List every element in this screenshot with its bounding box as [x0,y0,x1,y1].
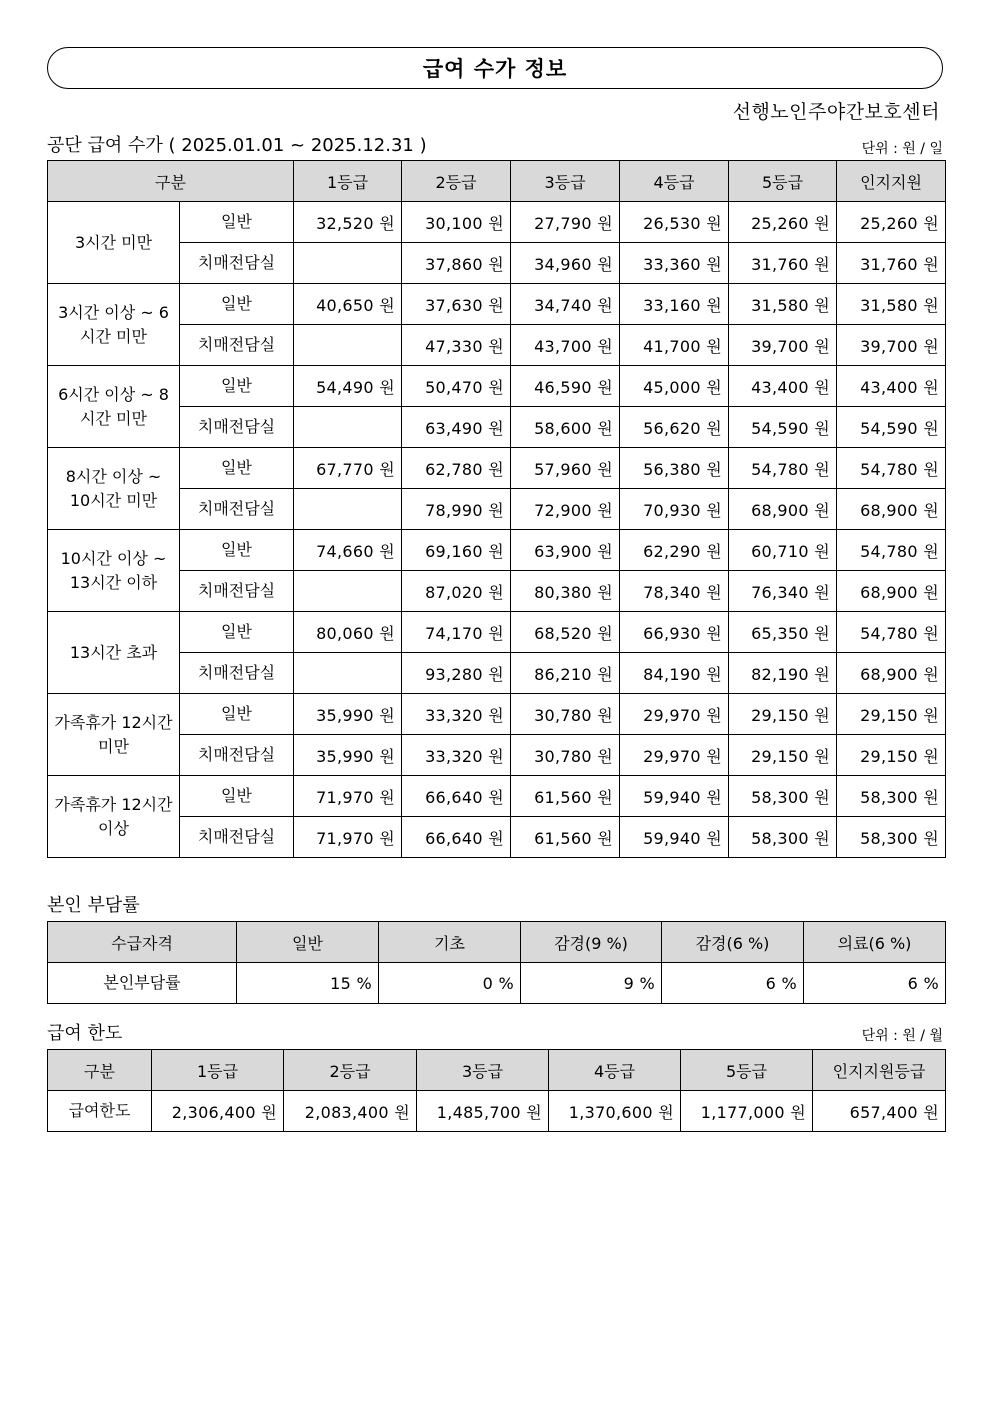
fee-cell: 58,300 원 [729,776,837,817]
fee-cell: 46,590 원 [511,366,620,407]
fee-cell: 31,580 원 [729,284,837,325]
fee-cell: 59,940 원 [620,776,729,817]
limit-value-grade3: 1,485,700 원 [417,1091,549,1132]
fee-cell: 37,860 원 [402,243,511,284]
fee-cell: 37,630 원 [402,284,511,325]
fee-cell: 26,530 원 [620,202,729,243]
fee-cell: 62,290 원 [620,530,729,571]
fee-cell: 78,340 원 [620,571,729,612]
fee-cell: 29,150 원 [729,735,837,776]
fee-row-type: 치매전담실 [180,489,294,530]
fee-row-type: 치매전담실 [180,571,294,612]
fee-cell: 39,700 원 [837,325,946,366]
copay-row-label: 본인부담률 [48,963,237,1004]
limit-section-label: 급여 한도 [47,1023,123,1044]
copay-header-general: 일반 [237,922,379,963]
fee-row [48,776,946,817]
page-title-text: 급여 수가 정보 [422,57,568,81]
fee-row-type: 치매전담실 [180,243,294,284]
fee-cell: 72,900 원 [511,489,620,530]
fee-row [48,612,946,653]
fee-cell: 34,960 원 [511,243,620,284]
fee-cell: 80,060 원 [294,612,402,653]
fee-row-type: 일반 [180,284,294,325]
fee-cell: 66,640 원 [402,776,511,817]
fee-cell: 56,620 원 [620,407,729,448]
fee-row-type: 치매전담실 [180,325,294,366]
fee-cell: 84,190 원 [620,653,729,694]
fee-header-cognitive: 인지지원 [837,161,946,202]
fee-group-label: 3시간 미만 [48,202,180,284]
fee-cell: 76,340 원 [729,571,837,612]
fee-cell: 58,300 원 [729,817,837,858]
copay-header-reduced6: 감경(6 %) [662,922,804,963]
fee-cell: 68,900 원 [729,489,837,530]
fee-cell: 35,990 원 [294,735,402,776]
fee-cell: 35,990 원 [294,694,402,735]
fee-cell: 68,520 원 [511,612,620,653]
fee-cell: 74,660 원 [294,530,402,571]
fee-cell: 80,380 원 [511,571,620,612]
fee-cell: 43,400 원 [837,366,946,407]
fee-row-type: 일반 [180,202,294,243]
fee-cell [294,653,402,694]
fee-cell: 29,150 원 [837,694,946,735]
copay-value-reduced6: 6 % [662,963,804,1004]
fee-header-row [48,161,946,202]
fee-cell: 63,490 원 [402,407,511,448]
fee-cell: 54,780 원 [837,612,946,653]
page-title [47,47,943,89]
fee-cell: 68,900 원 [837,571,946,612]
fee-cell [294,571,402,612]
limit-header-grade5: 5등급 [681,1050,813,1091]
limit-header-cognitive: 인지지원등급 [813,1050,946,1091]
fee-header-category: 구분 [48,161,294,202]
fee-row [48,243,946,284]
copay-value-basic: 0 % [379,963,521,1004]
fee-cell: 32,520 원 [294,202,402,243]
fee-cell: 33,320 원 [402,735,511,776]
fee-cell: 31,760 원 [729,243,837,284]
fee-table-body [48,202,946,858]
fee-cell: 31,580 원 [837,284,946,325]
fee-cell: 66,640 원 [402,817,511,858]
fee-header-grade2: 2등급 [402,161,511,202]
fee-cell: 30,780 원 [511,735,620,776]
fee-cell: 30,780 원 [511,694,620,735]
fee-row [48,571,946,612]
limit-header-row [48,1050,946,1091]
fee-cell: 50,470 원 [402,366,511,407]
fee-cell: 78,990 원 [402,489,511,530]
fee-cell: 33,360 원 [620,243,729,284]
fee-cell [294,407,402,448]
fee-cell: 33,160 원 [620,284,729,325]
fee-row-type: 치매전담실 [180,653,294,694]
fee-cell [294,243,402,284]
fee-header-grade4: 4등급 [620,161,729,202]
fee-group-label: 가족휴가 12시간이상 [48,776,180,858]
fee-row [48,735,946,776]
fee-cell: 54,780 원 [837,530,946,571]
fee-cell: 41,700 원 [620,325,729,366]
fee-cell: 43,700 원 [511,325,620,366]
fee-row [48,694,946,735]
limit-row [48,1091,946,1132]
fee-cell: 74,170 원 [402,612,511,653]
fee-row [48,489,946,530]
copay-header-reduced9: 감경(9 %) [521,922,662,963]
fee-cell: 86,210 원 [511,653,620,694]
fee-group-label: 8시간 이상 ~ 10시간 미만 [48,448,180,530]
fee-cell: 45,000 원 [620,366,729,407]
fee-cell: 66,930 원 [620,612,729,653]
fee-cell: 33,320 원 [402,694,511,735]
fee-cell: 82,190 원 [729,653,837,694]
fee-cell: 68,900 원 [837,653,946,694]
fee-cell: 58,600 원 [511,407,620,448]
limit-value-grade1: 2,306,400 원 [152,1091,284,1132]
fee-section-label: 공단 급여 수가 ( 2025.01.01 ~ 2025.12.31 ) [47,135,427,156]
limit-table [47,1049,946,1132]
fee-cell: 54,590 원 [837,407,946,448]
fee-cell: 87,020 원 [402,571,511,612]
fee-cell [294,489,402,530]
limit-unit-label: 단위 : 원 / 월 [861,1028,943,1044]
limit-value-cognitive: 657,400 원 [813,1091,946,1132]
fee-group-label: 가족휴가 12시간미만 [48,694,180,776]
fee-cell: 54,590 원 [729,407,837,448]
fee-cell: 58,300 원 [837,817,946,858]
limit-header-grade4: 4등급 [549,1050,681,1091]
fee-row-type: 일반 [180,612,294,653]
fee-cell: 39,700 원 [729,325,837,366]
fee-unit-label: 단위 : 원 / 일 [861,141,943,157]
fee-row-type: 치매전담실 [180,817,294,858]
fee-header-grade1: 1등급 [294,161,402,202]
fee-cell: 54,780 원 [729,448,837,489]
fee-row [48,407,946,448]
fee-row-type: 일반 [180,448,294,489]
limit-row-label: 급여한도 [48,1091,152,1132]
limit-header-grade2: 2등급 [284,1050,417,1091]
fee-cell: 93,280 원 [402,653,511,694]
copay-value-general: 15 % [237,963,379,1004]
fee-group-label: 6시간 이상 ~ 8시간 미만 [48,366,180,448]
copay-section-label: 본인 부담률 [47,895,140,916]
limit-value-grade5: 1,177,000 원 [681,1091,813,1132]
fee-row [48,448,946,489]
fee-row-type: 치매전담실 [180,735,294,776]
fee-cell: 57,960 원 [511,448,620,489]
fee-cell: 29,970 원 [620,735,729,776]
fee-cell: 25,260 원 [837,202,946,243]
fee-row [48,366,946,407]
fee-cell: 63,900 원 [511,530,620,571]
copay-header-medical: 의료(6 %) [804,922,946,963]
fee-cell: 62,780 원 [402,448,511,489]
fee-group-label: 10시간 이상 ~ 13시간 이하 [48,530,180,612]
fee-row [48,202,946,243]
fee-row-type: 일반 [180,776,294,817]
fee-row [48,284,946,325]
fee-cell: 30,100 원 [402,202,511,243]
fee-cell: 70,930 원 [620,489,729,530]
fee-cell: 68,900 원 [837,489,946,530]
fee-cell: 34,740 원 [511,284,620,325]
fee-cell: 71,970 원 [294,776,402,817]
fee-cell: 61,560 원 [511,776,620,817]
copay-row [48,963,946,1004]
copay-header-qualification: 수급자격 [48,922,237,963]
fee-row-type: 치매전담실 [180,407,294,448]
fee-cell: 25,260 원 [729,202,837,243]
fee-cell: 61,560 원 [511,817,620,858]
fee-cell: 29,970 원 [620,694,729,735]
fee-row [48,653,946,694]
fee-group-label: 13시간 초과 [48,612,180,694]
fee-row [48,530,946,571]
limit-value-grade2: 2,083,400 원 [284,1091,417,1132]
fee-row [48,817,946,858]
fee-row [48,325,946,366]
fee-group-label: 3시간 이상 ~ 6시간 미만 [48,284,180,366]
limit-value-grade4: 1,370,600 원 [549,1091,681,1132]
fee-header-grade5: 5등급 [729,161,837,202]
fee-row-type: 일반 [180,694,294,735]
copay-header-basic: 기초 [379,922,521,963]
fee-cell [294,325,402,366]
fee-header-grade3: 3등급 [511,161,620,202]
limit-header-grade3: 3등급 [417,1050,549,1091]
fee-cell: 67,770 원 [294,448,402,489]
fee-cell: 59,940 원 [620,817,729,858]
fee-table [47,160,946,858]
fee-cell: 60,710 원 [729,530,837,571]
copay-value-reduced9: 9 % [521,963,662,1004]
copay-table [47,921,946,1004]
fee-cell: 69,160 원 [402,530,511,571]
limit-header-category: 구분 [48,1050,152,1091]
fee-row-type: 일반 [180,366,294,407]
center-name: 선행노인주야간보호센터 [732,101,940,123]
fee-cell: 56,380 원 [620,448,729,489]
fee-cell: 40,650 원 [294,284,402,325]
fee-cell: 54,490 원 [294,366,402,407]
fee-cell: 58,300 원 [837,776,946,817]
fee-cell: 54,780 원 [837,448,946,489]
fee-cell: 71,970 원 [294,817,402,858]
limit-header-grade1: 1등급 [152,1050,284,1091]
fee-cell: 29,150 원 [837,735,946,776]
fee-cell: 29,150 원 [729,694,837,735]
fee-cell: 27,790 원 [511,202,620,243]
fee-cell: 47,330 원 [402,325,511,366]
copay-value-medical: 6 % [804,963,946,1004]
fee-cell: 43,400 원 [729,366,837,407]
fee-row-type: 일반 [180,530,294,571]
fee-cell: 65,350 원 [729,612,837,653]
fee-cell: 31,760 원 [837,243,946,284]
copay-header-row [48,922,946,963]
